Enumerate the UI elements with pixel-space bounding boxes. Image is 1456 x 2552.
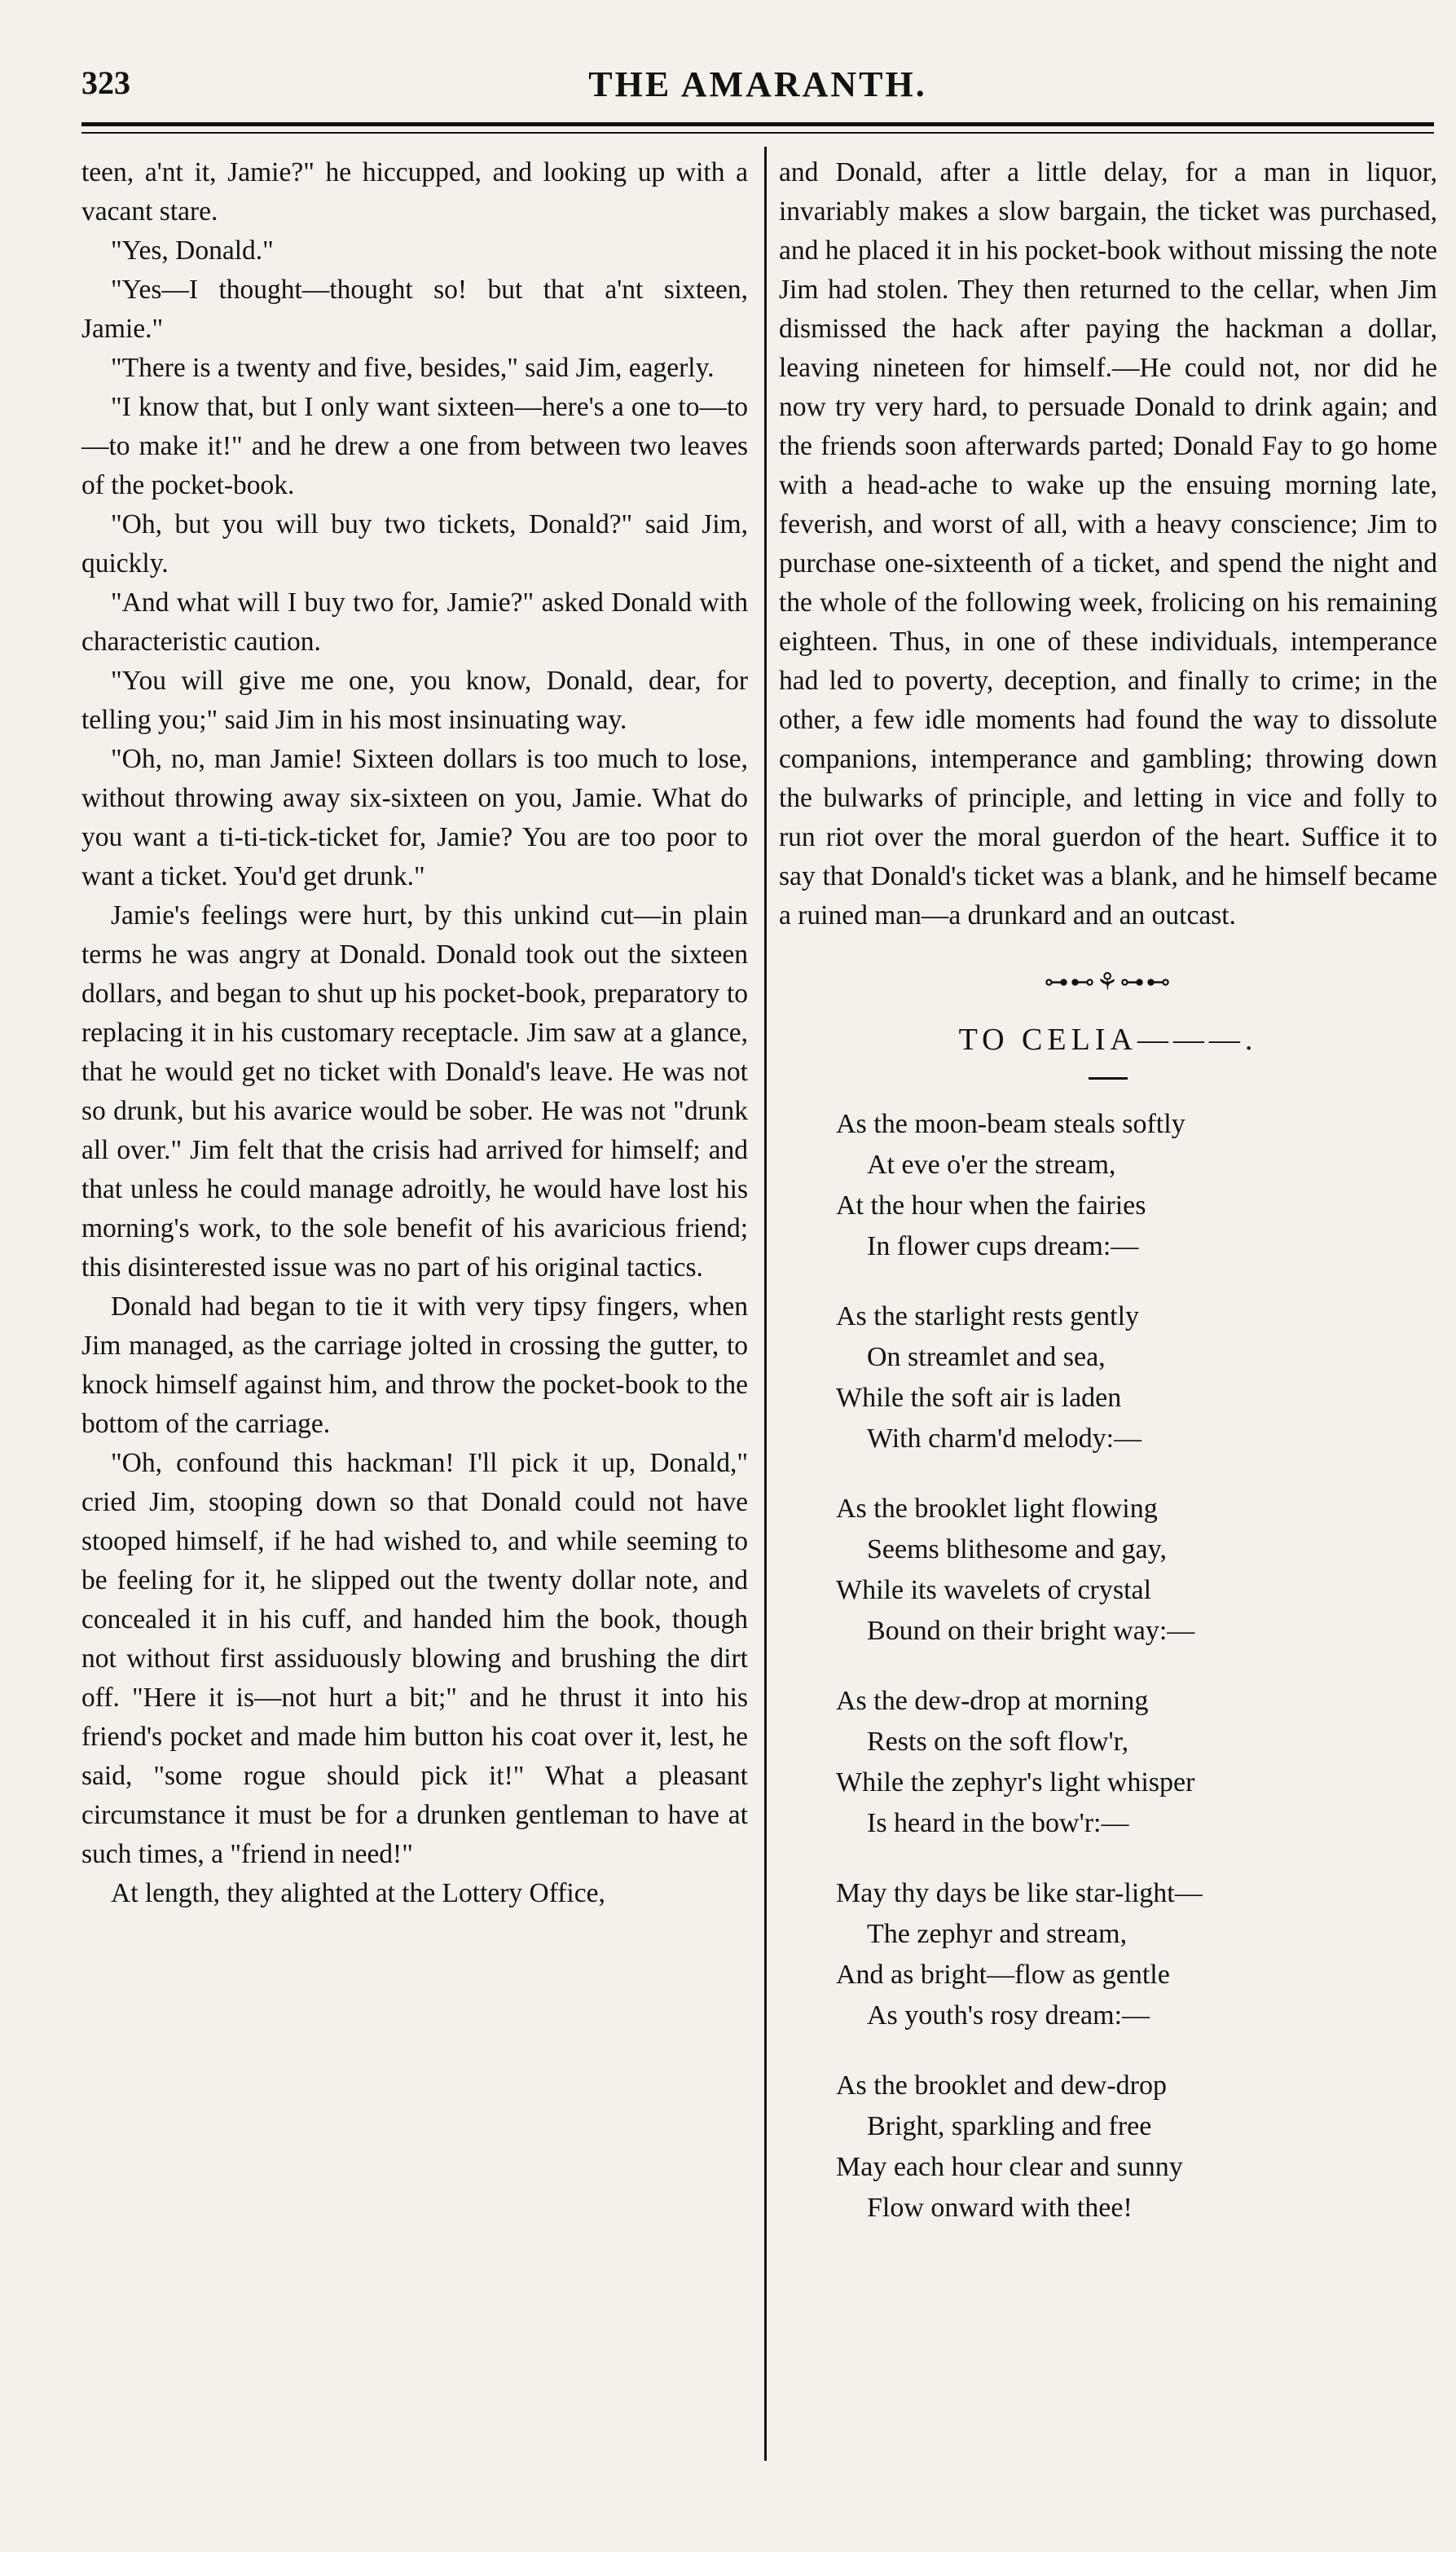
poem-stanza [779, 1681, 1437, 1844]
poem-line: May thy days be like star-light— [836, 1878, 1203, 1908]
page-header [81, 64, 1434, 121]
paragraph: At length, they alighted at the Lottery Office, [111, 1878, 605, 1908]
poem-stanza [779, 1873, 1437, 2036]
poem-stanza [779, 1296, 1437, 1459]
right-column [779, 153, 1437, 2258]
poem-stanza [779, 1489, 1437, 1652]
paragraph: "And what will I buy two for, Jamie?" asked Donald with characteristic caution. [81, 587, 748, 657]
paragraph: and Donald, after a little delay, for a man in liquor, invariably makes a slow bargain, the ticket was purchased, and he placed it in his pocket-book without missing the note Jim had stolen. They then returned to the cellar, when Jim dismissed the hack after paying the hackman a dollar, leaving nineteen for himself.—He could not, nor did he now try very hard, to persuade Donald to drink again; and the friends soon afterwards parted; Donald Fay to go home with a head-ache to wake up the ensuing morning late, feverish, and worst of all, with a heavy conscience; Jim to purchase one-sixteenth of a ticket, and spend the night and the whole of the following week, frolicing on his remaining eighteen. Thus, in one of these individuals, intemperance had led to poverty, deception, and finally to crime; in the other, a few idle moments had found the way to dissolute companions, intemperance and gambling; throwing down the bulwarks of principle, and letting in vice and folly to run riot over the moral guerdon of the heart. Suffice it to say that Donald's ticket was a blank, and he himself became a ruined man—a drunkard and an outcast. [779, 157, 1437, 931]
paragraph: "Oh, confound this hackman! I'll pick it up, Donald," cried Jim, stooping down so that Donald could not have stooped himself, if he had wished to, and while seeming to be feeling for it, he slipped out the twenty dollar note, and concealed it in his cuff, and handed him the book, though not without first assiduously blowing and brushing the dirt off. "Here it is—not hurt a bit;" and he thrust it into his friend's pocket and made him button his coat over it, lest, he said, "some rogue should pick it!" What a pleasant circumstance it must be for a drunken gentleman to have at such times, a "friend in need!" [81, 1448, 748, 1869]
poem-title: TO CELIA———. [958, 1023, 1258, 1057]
poem-line: With charm'd melody:— [867, 1423, 1142, 1454]
poem-line: At eve o'er the stream, [867, 1150, 1116, 1180]
poem-line: While its wavelets of crystal [836, 1575, 1152, 1605]
poem-line: As the dew-drop at morning [836, 1686, 1149, 1716]
poem-line: Seems blithesome and gay, [867, 1534, 1167, 1564]
poem-line: Is heard in the bow'r:— [867, 1808, 1129, 1838]
page-number: 323 [81, 64, 130, 101]
header-rule-thin [81, 132, 1434, 134]
poem-stanza [779, 2066, 1437, 2229]
poem-line: As youth's rosy dream:— [867, 2000, 1150, 2031]
column-divider [764, 147, 767, 2461]
poem-line: While the soft air is laden [836, 1383, 1122, 1413]
paragraph: "Yes—I thought—thought so! but that a'nt sixteen, Jamie." [81, 275, 748, 344]
paragraph: teen, a'nt it, Jamie?" he hiccupped, and looking up with a vacant stare. [81, 157, 748, 227]
header-rule-thick [81, 122, 1434, 126]
paragraph: "There is a twenty and five, besides," said Jim, eagerly. [111, 353, 715, 383]
poem-line: Flow onward with thee! [867, 2193, 1133, 2223]
poem-line: As the starlight rests gently [836, 1301, 1140, 1331]
poem-title-rule [1089, 1077, 1128, 1080]
right-column-prose [779, 153, 1437, 935]
paragraph: "Oh, but you will buy two tickets, Donald?" said Jim, quickly. [81, 509, 748, 579]
poem-body [779, 1104, 1437, 2229]
paragraph: "You will give me one, you know, Donald, dear, for telling you;" said Jim in his most insinuating way. [81, 666, 748, 735]
poem-line: On streamlet and sea, [867, 1342, 1106, 1372]
paragraph: Donald had began to tie it with very tipsy fingers, when Jim managed, as the carriage jolted in crossing the gutter, to knock himself against him, and throw the pocket-book to the bottom of the carriage. [81, 1291, 748, 1439]
running-title: THE AMARANTH. [588, 64, 927, 104]
poem-line: While the zephyr's light whisper [836, 1767, 1195, 1797]
poem-line: And as bright—flow as gentle [836, 1960, 1170, 1990]
poem-line: Bright, sparkling and free [867, 2111, 1152, 2141]
poem-line: Bound on their bright way:— [867, 1616, 1195, 1646]
poem-line: May each hour clear and sunny [836, 2152, 1183, 2182]
paragraph: Jamie's feelings were hurt, by this unkind cut—in plain terms he was angry at Donald. Donald took out the sixteen dollars, and began to shut up his pocket-book, preparatory to replacing it in his customary receptacle. Jim saw at a glance, that he would get no ticket with Donald's leave. He was not so drunk, but his avarice would be sober. He was not "drunk all over." Jim felt that the crisis had arrived for himself; and that unless he could manage adroitly, he would have lost his morning's work, to the sole benefit of his avaricious friend; this disinterested issue was no part of his original tactics. [81, 900, 748, 1283]
poem-line: As the brooklet and dew-drop [836, 2070, 1168, 2101]
section-ornament: ⊶⊷⚘⊶⊷ [1044, 969, 1172, 996]
paragraph: "Oh, no, man Jamie! Sixteen dollars is too much to lose, without throwing away six-sixteen on you, Jamie. What do you want a ti-ti-tick-ticket for, Jamie? You are too poor to want a ticket. You'd get drunk." [81, 744, 748, 891]
poem-line: In flower cups dream:— [867, 1231, 1139, 1261]
poem-line: As the brooklet light flowing [836, 1494, 1158, 1524]
paragraph: "Yes, Donald." [111, 235, 274, 266]
paragraph: "I know that, but I only want sixteen—here's a one to—to—to make it!" and he drew a one from between two leaves of the pocket-book. [81, 392, 748, 500]
poem-line: At the hour when the fairies [836, 1190, 1146, 1221]
left-column [81, 153, 748, 1913]
poem-line: Rests on the soft flow'r, [867, 1727, 1129, 1757]
poem-line: As the moon-beam steals softly [836, 1109, 1185, 1139]
poem-line: The zephyr and stream, [867, 1919, 1128, 1949]
poem-stanza [779, 1104, 1437, 1267]
